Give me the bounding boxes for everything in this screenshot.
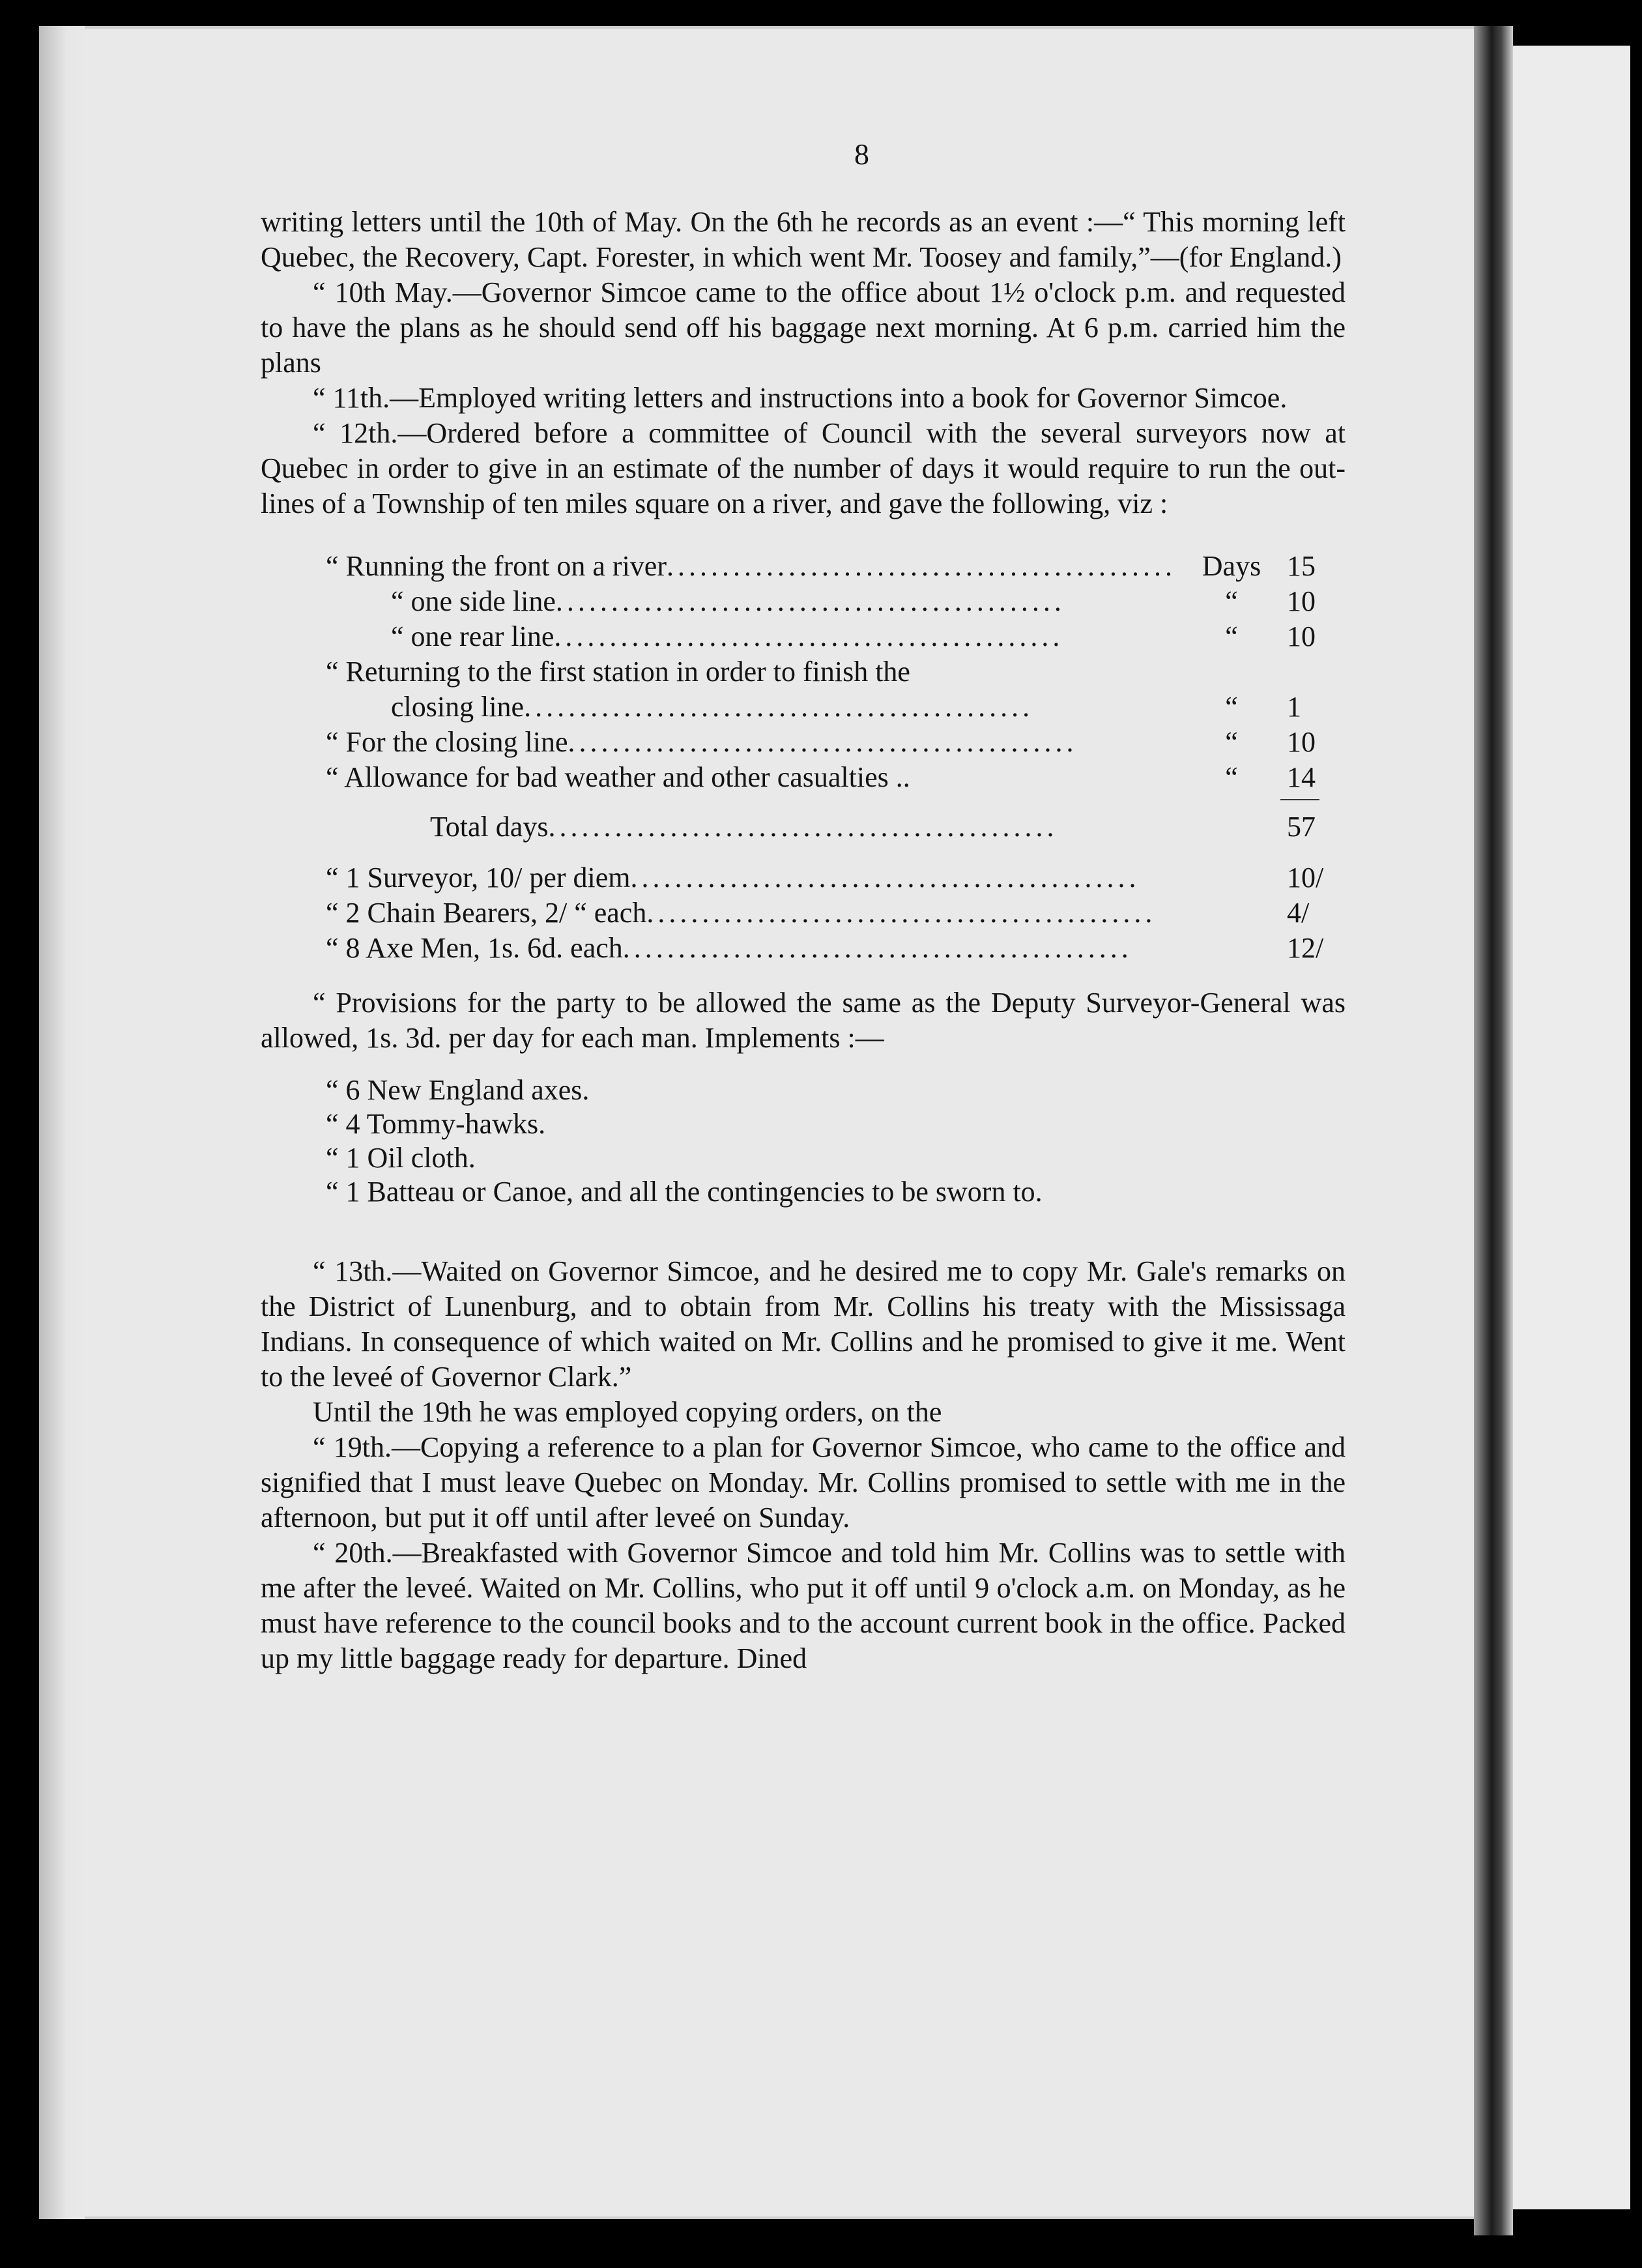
facing-page-edge <box>1513 46 1630 2209</box>
page-left-edge <box>39 26 85 2219</box>
book-binding <box>1474 26 1513 2235</box>
page-number: 8 <box>854 138 869 171</box>
estimate-value: 10 <box>1287 620 1316 652</box>
total-label: Total days <box>430 811 549 843</box>
total-row <box>261 809 1346 845</box>
estimate-row <box>261 549 1346 584</box>
wage-value: 12/ <box>1287 932 1324 964</box>
wage-label: “ 2 Chain Bearers, 2/ “ each <box>326 897 647 929</box>
implements-list <box>326 1073 1346 1208</box>
estimate-label: “ one rear line <box>391 620 555 652</box>
spacer <box>261 845 1346 860</box>
estimate-unit: “ <box>1225 691 1238 723</box>
estimate-row <box>261 760 1346 795</box>
estimate-value: 10 <box>1287 726 1316 758</box>
total-value: 57 <box>1287 811 1316 843</box>
wage-value: 4/ <box>1287 897 1310 929</box>
paragraph-opening: writing letters until the 10th of May. On the 6th he records as an event :—“ This morning left Quebec, the Recovery, Capt. Forester, in which went Mr. Toosey and family,”—(for England.) <box>261 206 1346 273</box>
estimate-label: closing line <box>391 691 525 723</box>
paragraph-provisions: “ Provisions for the party to be allowed the same as the Deputy Surveyor-General was allowed, 1s. 3d. per day for each man. Implements :— <box>261 987 1346 1054</box>
estimate-unit: “ <box>1225 726 1238 758</box>
page-text <box>261 137 1346 1676</box>
leader-dots: .............................................. <box>554 620 1064 652</box>
estimate-table <box>261 549 1346 966</box>
list-item: “ 1 Oil cloth. <box>326 1142 476 1174</box>
paragraph-19th: “ 19th.—Copying a reference to a plan for Governor Simcoe, who came to the office and signified that I must leave Quebec on Monday. Mr. Collins promised to settle with me in the afternoon, but put it off until after leveé on Sunday. <box>261 1431 1346 1534</box>
paragraph-13th: “ 13th.—Waited on Governor Simcoe, and he desired me to copy Mr. Gale's remarks on the District of Lunenburg, and to obtain from Mr. Collins his treaty with the Mississaga Indians. In consequence of which waited on Mr. Collins and he promised to give it me. Went to the leveé of Governor Clark.” <box>261 1255 1346 1393</box>
estimate-row <box>261 619 1346 654</box>
estimate-value: 14 <box>1287 761 1316 793</box>
leader-dots: .............................................. <box>646 897 1157 929</box>
list-item: “ 4 Tommy-hawks. <box>326 1108 546 1140</box>
paragraph-11th: “ 11th.—Employed writing letters and instructions into a book for Governor Simcoe. <box>313 382 1288 414</box>
sum-rule <box>1280 799 1319 800</box>
leader-dots: .............................................. <box>622 932 1132 964</box>
leader-dots: .............................................. <box>524 691 1034 723</box>
estimate-row <box>261 725 1346 760</box>
paragraph-12th: “ 12th.—Ordered before a committee of Council with the several surveyors now at Quebec in order to give in an estimate of the number of days it would require to run the out-lines of a Township of ten miles square on a river, and gave the following, viz : <box>261 417 1346 519</box>
leader-dots: .............................................. <box>548 811 1058 843</box>
wage-label: “ 8 Axe Men, 1s. 6d. each <box>326 932 623 964</box>
estimate-row <box>261 584 1346 619</box>
estimate-value: 10 <box>1287 585 1316 617</box>
estimate-value: 15 <box>1287 550 1316 582</box>
leader-dots: .............................................. <box>555 585 1065 617</box>
paragraph-until-19th: Until the 19th he was employed copying orders, on the <box>313 1396 942 1428</box>
estimate-label: “ one side line <box>391 585 556 617</box>
estimate-unit: Days <box>1202 550 1261 582</box>
wage-row <box>261 931 1346 966</box>
estimate-label: “ Allowance for bad weather and other casualties .. <box>326 761 910 793</box>
leader-dots: .............................................. <box>630 862 1140 894</box>
estimate-label: “ For the closing line <box>326 726 568 758</box>
estimate-unit: “ <box>1225 585 1238 617</box>
estimate-row-continued: “ Returning to the first station in order to finish the <box>326 656 910 688</box>
wage-row <box>261 860 1346 895</box>
paragraph-may-10: “ 10th May.—Governor Simcoe came to the office about 1½ o'clock p.m. and requested to have the plans as he should send off his baggage next morning. At 6 p.m. carried him the plans <box>261 276 1346 379</box>
wage-value: 10/ <box>1287 862 1324 894</box>
leader-dots: .............................................. <box>568 726 1078 758</box>
estimate-unit: “ <box>1225 761 1238 793</box>
estimate-value: 1 <box>1287 691 1301 723</box>
estimate-unit: “ <box>1225 620 1238 652</box>
paragraph-20th: “ 20th.—Breakfasted with Governor Simcoe and told him Mr. Collins was to settle with me after the leveé. Waited on Mr. Collins, who put it off until 9 o'clock a.m. on Monday, as he must have reference to the council books and to the account current book in the office. Packed up my little baggage ready for departure. Dined <box>261 1537 1346 1674</box>
estimate-label: “ Running the front on a river <box>326 550 667 582</box>
list-item: “ 6 New England axes. <box>326 1074 590 1106</box>
wage-row <box>261 895 1346 931</box>
list-item: “ 1 Batteau or Canoe, and all the contingencies to be sworn to. <box>326 1176 1043 1208</box>
wage-label: “ 1 Surveyor, 10/ per diem <box>326 862 631 894</box>
leader-dots: .............................................. <box>666 550 1176 582</box>
estimate-row <box>261 690 1346 725</box>
